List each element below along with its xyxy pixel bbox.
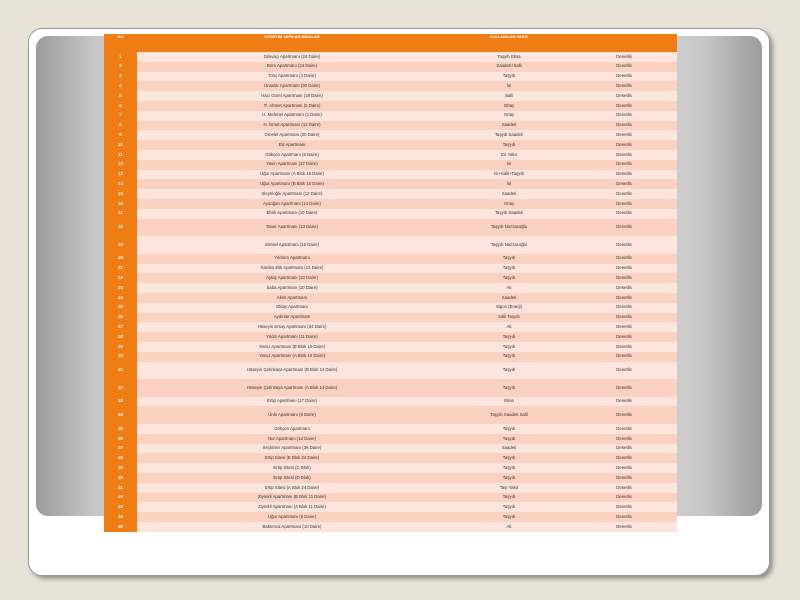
table-row: [104, 342, 677, 352]
inspection-status: Denetlis: [571, 140, 677, 150]
fuel-type: Taşı Yakıt: [447, 483, 571, 493]
table-row: [104, 199, 677, 209]
row-number: 3: [104, 72, 137, 82]
inspection-status: Denetlis: [571, 209, 677, 219]
table-row: [104, 424, 677, 434]
row-number: 10: [104, 140, 137, 150]
table-row: [104, 236, 677, 254]
header-building: DENETİM YAPILAN BİNALAR: [137, 34, 447, 43]
building-name: H. İsmet Apartmanı (12 Daire): [137, 121, 447, 131]
table-row: [104, 379, 677, 397]
fuel-type: Saadeti+Salli: [447, 62, 571, 72]
inspection-status: Denetlis: [571, 406, 677, 424]
fuel-type: Taşyıb Saadeti: [447, 209, 571, 219]
row-number: 12: [104, 160, 137, 170]
row-number: 5: [104, 91, 137, 101]
building-name: Kardeş Elik Apartmanı (12 Daire): [137, 264, 447, 274]
fuel-type: Taşyıb: [447, 264, 571, 274]
fuel-type: Taşyıb Saadeti Salli: [447, 406, 571, 424]
table-row: [104, 406, 677, 424]
header-spacer-row: [104, 43, 677, 52]
row-number: 4: [104, 81, 137, 91]
building-name: Yavuz Apartmanı (A Blok 10 Daire): [137, 352, 447, 362]
inspection-status: Denetlis: [571, 130, 677, 140]
table-row: [104, 72, 677, 82]
table-row: [104, 522, 677, 532]
row-number: 16: [104, 199, 137, 209]
inspection-table-container: [104, 34, 677, 539]
fuel-type: Taşyıb: [447, 140, 571, 150]
row-number: 21: [104, 264, 137, 274]
table-row: [104, 254, 677, 264]
building-name: Hacı Gürel Apartmanı (19 Daire): [137, 91, 447, 101]
inspection-status: Denetlis: [571, 179, 677, 189]
table-row: [104, 352, 677, 362]
fuel-type: Saadeti: [447, 189, 571, 199]
inspection-status: Denetlis: [571, 493, 677, 503]
fuel-type: Taşyıb: [447, 473, 571, 483]
row-number: 28: [104, 332, 137, 342]
inspection-status: Denetlis: [571, 273, 677, 283]
inspection-status: Denetlis: [571, 81, 677, 91]
inspection-status: Denetlis: [571, 332, 677, 342]
inspection-status: Denetlis: [571, 121, 677, 131]
row-number: 31: [104, 362, 137, 380]
building-name: Akim Apartmanı: [137, 293, 447, 303]
table-row: [104, 502, 677, 512]
building-name: Aydoğan Apartmanı (14 Daire): [137, 199, 447, 209]
fuel-type: Taşyıb Saadeti: [447, 130, 571, 140]
inspection-status: Denetlis: [571, 342, 677, 352]
table-header-row: [104, 34, 677, 43]
inspection-status: Denetlis: [571, 512, 677, 522]
inspection-status: Denetlis: [571, 473, 677, 483]
building-name: Oktay Apartmanı: [137, 303, 447, 313]
inspection-status: Denetlis: [571, 199, 677, 209]
row-number: 42: [104, 493, 137, 503]
building-name: Yıldırım Apartmanı: [137, 254, 447, 264]
fuel-type: Ak: [447, 522, 571, 532]
inspection-status: Denetlis: [571, 219, 677, 237]
table-row: [104, 62, 677, 72]
inspection-status: Denetlis: [571, 236, 677, 254]
fuel-type: Ortay: [447, 101, 571, 111]
header-no: NO: [104, 34, 137, 43]
inspection-status: Denetlis: [571, 111, 677, 121]
row-number: 7: [104, 111, 137, 121]
row-number: 23: [104, 283, 137, 293]
building-name: Ertip Sitesi (D Blok): [137, 473, 447, 483]
table-row: [104, 121, 677, 131]
row-number: 27: [104, 322, 137, 332]
fuel-type: Taşyıb: [447, 273, 571, 283]
building-name: Taner Apartmanı (13 Daire): [137, 219, 447, 237]
inspection-status: Denetlis: [571, 264, 677, 274]
table-row: [104, 170, 677, 180]
fuel-type: Ortay: [447, 199, 571, 209]
row-number: 6: [104, 101, 137, 111]
inspection-status: Denetlis: [571, 463, 677, 473]
table-body: [104, 43, 677, 532]
inspection-status: Denetlis: [571, 444, 677, 454]
building-name: Yavuz Apartmanı (B Blok 10 Daire): [137, 342, 447, 352]
table-row: [104, 91, 677, 101]
fuel-type: Ak: [447, 283, 571, 293]
inspection-status: Denetlis: [571, 150, 677, 160]
building-name: Ziyrekli Apartmanı (A Blok 11 Daire): [137, 502, 447, 512]
inspection-status: Denetlis: [571, 313, 677, 323]
building-name: Saba Apartmanı (10 Daire): [137, 283, 447, 293]
table-row: [104, 493, 677, 503]
building-name: Bora Apartmanı (24 Daire): [137, 62, 447, 72]
table-row: [104, 219, 677, 237]
fuel-type: Salli: [447, 91, 571, 101]
row-number: 26: [104, 313, 137, 323]
inspection-status: Denetlis: [571, 397, 677, 407]
table-row: [104, 189, 677, 199]
inspection-status: Denetlis: [571, 254, 677, 264]
fuel-type: Taşyıb: [447, 362, 571, 380]
table-row: [104, 453, 677, 463]
row-number: 1: [104, 52, 137, 62]
table-row: [104, 473, 677, 483]
row-number: 13: [104, 170, 137, 180]
row-number: 33: [104, 397, 137, 407]
row-number: 2: [104, 62, 137, 72]
row-number: 29: [104, 342, 137, 352]
row-number: 15: [104, 189, 137, 199]
building-name: Ünaslar Apartmanı (30 Daire): [137, 81, 447, 91]
fuel-type: Taşyıb Nazzacoğlu: [447, 219, 571, 237]
inspection-status: Denetlis: [571, 189, 677, 199]
table-row: [104, 179, 677, 189]
building-name: Baktımca Apartmanı (10 Daire): [137, 522, 447, 532]
fuel-type: İsi: [447, 81, 571, 91]
fuel-type: İsi+Salli+Taşyıb: [447, 170, 571, 180]
table-row: [104, 160, 677, 170]
table-row: [104, 293, 677, 303]
building-name: Tl. Ahmet Apartmanı (5 Daire): [137, 101, 447, 111]
inspection-status: Denetlis: [571, 101, 677, 111]
fuel-type: Taşyıb: [447, 453, 571, 463]
building-name: Ebrik Apartmanı (10 Daire): [137, 209, 447, 219]
table-row: [104, 332, 677, 342]
fuel-type: İsi: [447, 160, 571, 170]
inspection-status: Denetlis: [571, 483, 677, 493]
inspection-status: Denetlis: [571, 62, 677, 72]
header-fuel: KULLANILAN YAKIT: [447, 34, 571, 43]
fuel-type: Eri Yakıt: [447, 150, 571, 160]
row-number: 8: [104, 121, 137, 131]
table-row: [104, 512, 677, 522]
inspection-status: Denetlis: [571, 522, 677, 532]
inspection-status: Denetlis: [571, 453, 677, 463]
row-number: 22: [104, 273, 137, 283]
row-number: 9: [104, 130, 137, 140]
inspection-status: Denetlis: [571, 170, 677, 180]
table-row: [104, 130, 677, 140]
row-number: 32: [104, 379, 137, 397]
row-number: 35: [104, 424, 137, 434]
table-row: [104, 81, 677, 91]
fuel-type: Taşyıb: [447, 332, 571, 342]
building-name: Hüseyin Çetinkaya Apartmanı (B Blok 14 Daire): [137, 362, 447, 380]
building-name: Aytaç Apartmanı (20 Daire): [137, 273, 447, 283]
table-row: [104, 111, 677, 121]
row-number: 36: [104, 434, 137, 444]
building-name: Yasin Apartmanı (27 Daire): [137, 160, 447, 170]
table-row: [104, 273, 677, 283]
fuel-type: Taşyıb: [447, 512, 571, 522]
table-row: [104, 362, 677, 380]
building-name: Ünlü Apartmanı (9 Daire): [137, 406, 447, 424]
inspection-status: Denetlis: [571, 434, 677, 444]
inspection-status: Denetlis: [571, 379, 677, 397]
building-name: Gökçen Apartmanı (5 Daire): [137, 150, 447, 160]
fuel-type: Salli Taşyıb: [447, 313, 571, 323]
row-number: 14: [104, 179, 137, 189]
fuel-type: Taşyıb: [447, 463, 571, 473]
fuel-type: Taşyıb Eksa: [447, 52, 571, 62]
fuel-type: Saadeti: [447, 293, 571, 303]
row-number: 30: [104, 352, 137, 362]
fuel-type: Ortay: [447, 111, 571, 121]
inspection-status: Denetlis: [571, 283, 677, 293]
table-row: [104, 434, 677, 444]
table-row: [104, 483, 677, 493]
fuel-type: Taşyıb: [447, 352, 571, 362]
fuel-type: Taşyıb: [447, 424, 571, 434]
table-row: [104, 283, 677, 293]
row-number: 20: [104, 254, 137, 264]
fuel-type: Taşyıb: [447, 434, 571, 444]
fuel-type: Taşyıb: [447, 72, 571, 82]
inspection-status: Denetlis: [571, 91, 677, 101]
table-row: [104, 313, 677, 323]
fuel-type: Sigon (Enerji): [447, 303, 571, 313]
inspection-status: Denetlis: [571, 352, 677, 362]
table-row: [104, 209, 677, 219]
building-name: Omelet Apartmanı (20 Daire): [137, 130, 447, 140]
fuel-type: Saadeti: [447, 444, 571, 454]
building-name: Tonç Apartmanı (4 Daire): [137, 72, 447, 82]
building-name: Ertip Sitesi (C Blok): [137, 463, 447, 473]
row-number: 24: [104, 293, 137, 303]
fuel-type: Taşyıb: [447, 502, 571, 512]
fuel-type: İsi: [447, 179, 571, 189]
building-name: Dilovaçı Apartmanı (24 Daire): [137, 52, 447, 62]
building-name: Ertip Sitesi (A Blok 24 Daire): [137, 483, 447, 493]
table-row: [104, 444, 677, 454]
building-name: Aydınlar Apartmanı: [137, 313, 447, 323]
table-row: [104, 150, 677, 160]
row-number: 37: [104, 444, 137, 454]
building-name: Elit Apartmanı: [137, 140, 447, 150]
table-row: [104, 397, 677, 407]
inspection-status: Denetlis: [571, 293, 677, 303]
fuel-type: Taşyıb: [447, 493, 571, 503]
row-number: 43: [104, 502, 137, 512]
building-name: Sleynloğlu Apartmanı (12 Daire): [137, 189, 447, 199]
inspection-status: Denetlis: [571, 424, 677, 434]
fuel-type: Taşyıb: [447, 342, 571, 352]
row-number: 18: [104, 219, 137, 237]
inspection-status: Denetlis: [571, 160, 677, 170]
row-number: 45: [104, 522, 137, 532]
inspection-status: Denetlis: [571, 322, 677, 332]
building-name: Yıldız Apartmanı (11 Daire): [137, 332, 447, 342]
table-row: [104, 322, 677, 332]
table-row: [104, 303, 677, 313]
fuel-type: Taşyıb: [447, 254, 571, 264]
row-number: 39: [104, 463, 137, 473]
building-name: Uğur Apartmanı (A Blok 15 Daire): [137, 170, 447, 180]
inspection-table: [104, 34, 677, 532]
row-number: 11: [104, 150, 137, 160]
table-row: [104, 101, 677, 111]
row-number: 38: [104, 453, 137, 463]
inspection-status: Denetlis: [571, 52, 677, 62]
table-row: [104, 463, 677, 473]
building-name: Seçkinler Apartmanı (36 Daire): [137, 444, 447, 454]
building-name: Ertip Apartmanı (17 Daire): [137, 397, 447, 407]
building-name: Hüseyin Ersoy Apartmanı (24 Daire): [137, 322, 447, 332]
building-name: Gökçen Apartmanı: [137, 424, 447, 434]
fuel-type: Eksa: [447, 397, 571, 407]
building-name: H. Mehmet Apartmanı (2 Daire): [137, 111, 447, 121]
inspection-status: Denetlis: [571, 362, 677, 380]
table-row: [104, 140, 677, 150]
fuel-type: Saadeti: [447, 121, 571, 131]
row-number: 34: [104, 406, 137, 424]
fuel-type: Taşyıb Nazzacoğlu: [447, 236, 571, 254]
building-name: Nur Apartmanı (12 Daire): [137, 434, 447, 444]
fuel-type: Ak: [447, 322, 571, 332]
inspection-status: Denetlis: [571, 502, 677, 512]
building-name: Simsel Apartmanı (15 Daire): [137, 236, 447, 254]
row-number: 40: [104, 473, 137, 483]
fuel-type: Taşyıb: [447, 379, 571, 397]
inspection-status: Denetlis: [571, 72, 677, 82]
row-number: 17: [104, 209, 137, 219]
row-number: 41: [104, 483, 137, 493]
table-row: [104, 52, 677, 62]
row-number: 25: [104, 303, 137, 313]
row-number: 19: [104, 236, 137, 254]
inspection-status: Denetlis: [571, 303, 677, 313]
header-status: [571, 34, 677, 43]
building-name: Ziyrekli Apartmanı (B Blok 11 Daire): [137, 493, 447, 503]
building-name: Ertip Sitesi (E Blok 24 Daire): [137, 453, 447, 463]
table-row: [104, 264, 677, 274]
building-name: Uğur Apartmanı (6 Daire): [137, 512, 447, 522]
building-name: Uğur Apartmanı (B Blok 10 Daire): [137, 179, 447, 189]
row-number: 44: [104, 512, 137, 522]
building-name: Hüseyin Çetinkaya Apartmanı (A Blok 14 Daire): [137, 379, 447, 397]
